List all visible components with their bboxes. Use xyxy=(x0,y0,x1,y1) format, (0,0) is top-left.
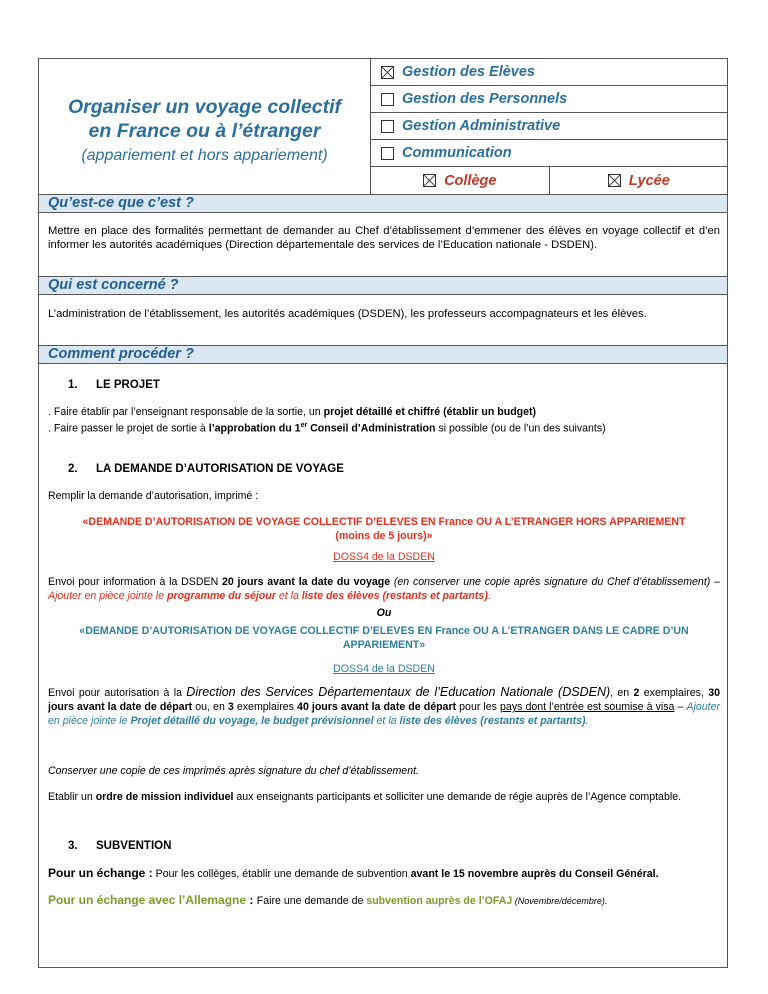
checkbox-empty-icon[interactable] xyxy=(381,120,394,133)
checkbox-empty-icon[interactable] xyxy=(381,147,394,160)
checkbox-checked-icon[interactable] xyxy=(381,66,394,79)
level-college[interactable]: Collège xyxy=(371,167,550,194)
checkbox-checked-icon[interactable] xyxy=(608,174,621,187)
subsidy-germany: Pour un échange avec l’Allemagne : Faire une demande de subvention auprès de l’OFAJ (Novembre/décembre). xyxy=(48,893,608,907)
form-appariement-title: «DEMANDE D’AUTORISATION DE VOYAGE COLLECTIF D’ELEVES EN France OU A L’ETRANGER DANS LE CADRE D’UN APPARIEMENT» xyxy=(79,625,689,651)
step-1-line-2: . Faire passer le projet de sortie à l’approbation du 1er Conseil d’Administration si possible (ou de l’un des suivants) xyxy=(48,422,606,435)
category-checklist xyxy=(371,59,728,194)
mission-order-note: Etablir un ordre de mission individuel aux enseignants participants et solliciter une demande de régie auprès de l’Agence comptable. xyxy=(48,791,682,803)
section-heading-how: Comment procéder ? xyxy=(39,345,727,364)
page-title: Organiser un voyage collectif en France ou à l’étranger xyxy=(67,96,342,142)
level-lycee[interactable]: Lycée xyxy=(550,167,729,194)
section-heading-what: Qu’est-ce que c’est ? xyxy=(39,194,727,213)
page-subtitle: (appariement et hors appariement) xyxy=(81,147,328,164)
or-separator: Ou xyxy=(376,607,392,619)
subsidy-exchange: Pour un échange : Pour les collèges, établir une demande de subvention avant le 15 novembre auprès du Conseil Général. xyxy=(48,866,659,880)
title-block xyxy=(39,59,371,194)
step-1-body xyxy=(48,405,720,436)
step-2-heading: 2. LA DEMANDE D’AUTORISATION DE VOYAGE xyxy=(68,463,344,475)
category-gestion-eleves[interactable]: Gestion des Elèves xyxy=(371,59,728,86)
form-appariement-ref[interactable]: DOSS4 de la DSDEN xyxy=(333,663,435,675)
form-1-instructions: Envoi pour information à la DSDEN 20 jours avant la date du voyage (en conserver une copie après signature du Chef d’établissement) – Ajouter en pièce jointe le programme du séjour et la liste des élèves (restants et partants). xyxy=(48,576,720,602)
level-row xyxy=(371,167,728,194)
category-communication[interactable]: Communication xyxy=(371,140,728,167)
form-hors-appariement-title: «DEMANDE D’AUTORISATION DE VOYAGE COLLECTIF D’ELEVES EN France OU A L’ETRANGER HORS APPARIEMENT (moins de 5 jours)» xyxy=(82,516,686,542)
form-2-instructions: Envoi pour autorisation à la Direction des Services Départementaux de l’Education Nationale (DSDEN), en 2 exemplaires, 30 jours avant la date de départ ou, en 3 exemplaires 40 jours avant la date de départ pour les pays dont l’entrée est soumise à visa – Ajouter en pièce jointe le Projet détaillé du voyage, le budget prévisionnel et la liste des élèves (restants et partants). xyxy=(48,685,721,727)
category-gestion-administrative[interactable]: Gestion Administrative xyxy=(371,113,728,140)
category-gestion-personnels[interactable]: Gestion des Personnels xyxy=(371,86,728,113)
step-1-line-1: . Faire établir par l’enseignant responsable de la sortie, un projet détaillé et chiffré (établir un budget) xyxy=(48,406,537,418)
form-hors-appariement-ref[interactable]: DOSS4 de la DSDEN xyxy=(333,551,435,563)
step-1-heading: 1. LE PROJET xyxy=(68,379,160,391)
step-2-intro: Remplir la demande d’autorisation, imprimé : xyxy=(48,490,259,502)
step-3-heading: 3. SUBVENTION xyxy=(68,840,172,852)
checkbox-empty-icon[interactable] xyxy=(381,93,394,106)
section-heading-who: Qui est concerné ? xyxy=(39,276,727,295)
who-text: L’administration de l’établissement, les autorités académiques (DSDEN), les professeurs accompagnateurs et les élèves. xyxy=(48,308,647,320)
document-frame xyxy=(38,58,728,968)
what-text: Mettre en place des formalités permettant de demander au Chef d’établissement d’emmener des élèves en voyage collectif et d’en informer les autorités académiques (Direction départementale des services de l’Education nationale - DSDEN). xyxy=(48,225,720,251)
checkbox-checked-icon[interactable] xyxy=(423,174,436,187)
keep-copy-note: Conserver une copie de ces imprimés après signature du chef d’établissement. xyxy=(48,765,419,777)
